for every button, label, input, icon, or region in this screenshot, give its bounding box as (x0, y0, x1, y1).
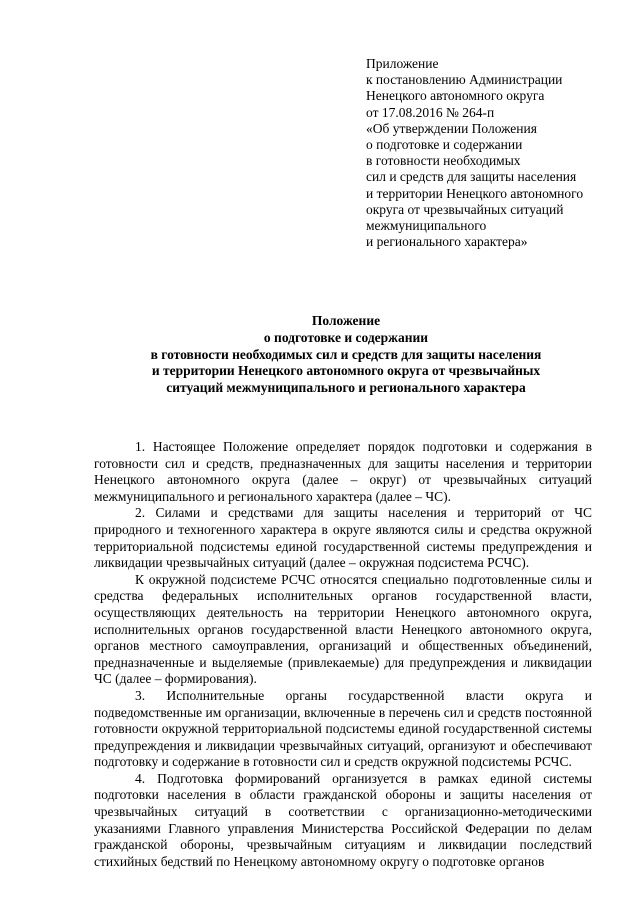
appendix-line: и регионального характера» (366, 234, 528, 250)
appendix-line: от 17.08.2016 № 264-п (366, 104, 495, 120)
appendix-line: к постановлению Администрации (366, 72, 563, 88)
appendix-line: межмуниципального (366, 218, 487, 234)
appendix-line: и территории Ненецкого автономного (366, 185, 584, 201)
title-line: ситуаций межмуниципального и регионального характера (166, 380, 526, 396)
document-title (100, 313, 592, 397)
appendix-block (366, 56, 636, 250)
title-line: и территории Ненецкого автономного округа от чрезвычайных (151, 363, 541, 379)
document-body (94, 439, 592, 870)
paragraph-2: 2. Силами и средствами для защиты населения и территорий от ЧС природного и техногенного характера в округе являются силы и средства окружной территориальной подсистемы единой государственной системы предупреждения и ликвидации чрезвычайных ситуаций (далее – окружная подсистема РСЧС). (94, 505, 592, 571)
paragraph-1: 1. Настоящее Положение определяет порядок подготовки и содержания в готовности сил и средств, предназначенных для защиты населения и территории Ненецкого автономного округа (далее – округ) от чрезвычайных ситуаций межмуниципального и регионального характера (далее – ЧС). (94, 439, 592, 504)
title-line: в готовности необходимых сил и средств для защиты населения (150, 346, 542, 362)
appendix-line: Приложение (366, 56, 439, 71)
appendix-line: Ненецкого автономного округа (366, 88, 545, 104)
title-line: о подготовке и содержании (263, 329, 429, 345)
title-line: Положение (311, 313, 381, 328)
paragraph-3: 3. Исполнительные органы государственной власти округа и подведомственные им организации, включенные в перечень сил и средств постоянной готовности окружной территориальной подсистемы единой государственной системы предупреждения и ликвидации чрезвычайных ситуаций, организуют и обеспечивают подготовку и содержание в готовности сил и средств окружной подсистемы РСЧС. (94, 687, 592, 770)
paragraph-4: 4. Подготовка формирований организуется в рамках единой системы подготовки населения в области гражданской обороны и защиты населения от чрезвычайных ситуаций в соответствии с организационно-методическими указаниями Главного управления Министерства Российской Федерации по делам гражданской обороны, чрезвычайным ситуациям и ликвидации последствий стихийных бедствий по Ненецкому автономному округу о подготовке органов (94, 770, 592, 869)
appendix-line: «Об утверждении Положения (366, 120, 537, 136)
appendix-line: в готовности необходимых (366, 153, 521, 169)
appendix-line: сил и средств для защиты населения (366, 169, 577, 185)
appendix-line: округа от чрезвычайных ситуаций (366, 201, 564, 217)
appendix-line: о подготовке и содержании (366, 137, 523, 153)
paragraph-2-continued: К окружной подсистеме РСЧС относятся специально подготовленные силы и средства федеральных исполнительных органов государственной власти, осуществляющих деятельность на территории Ненецкого автономного округа, исполнительных органов государственной власти Ненецкого автономного округа, органов местного самоуправления, организаций и общественных объединений, предназначенные и выделяемые (привлекаемые) для предупреждения и ликвидации ЧС (далее – формирования). (94, 571, 592, 687)
